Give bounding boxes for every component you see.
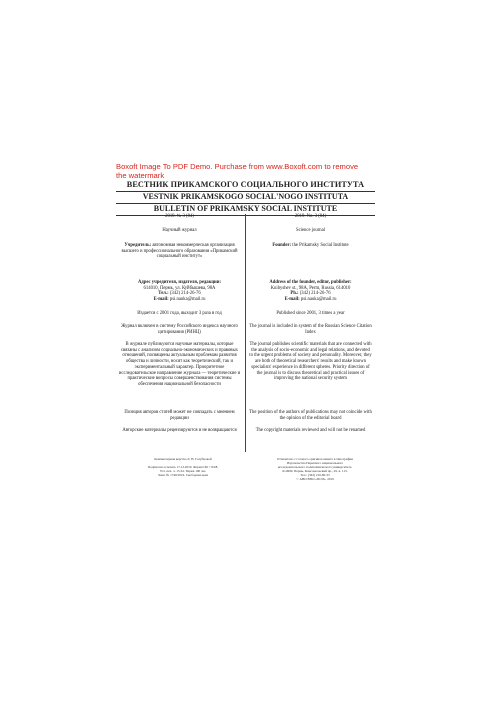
column-divider: [245, 214, 246, 452]
printing-house-phone: Тел.: (342) 219-80-33: [300, 473, 330, 478]
printing-house-address: 614990, Пермь, Комсомольский пр., 29, к. 113.: [282, 469, 348, 474]
journal-type: Science journal: [295, 228, 326, 233]
title-transliterated: VESTNIK PRIKAMSKOGO SOCIAL'NOGO INSTITUTA: [116, 192, 375, 204]
founder-label: Учредитель:: [124, 243, 152, 248]
copyright-line: © АНО ВПО «ПСИ», 2019: [296, 477, 334, 482]
email-value: psi.nauka@mail.ru: [168, 297, 206, 303]
journal-scope: В журнале публикуются научные материалы, которые связаны с анализом социально-экономических и правовых отношений, посвящены актуальным проблемам развития общества и личности, носят как теоретический, так и экспериментальный характер. Приоритетное исследовательское направление журнала — теоретические и практические вопросы совершенствования системы обеспечения национальной безопасности: [118, 342, 241, 387]
watermark-line-1: Boxoft Image To PDF Demo. Purchase from www.Boxoft.com to remove: [116, 162, 359, 171]
email-label: E-mail:: [284, 297, 300, 303]
printing-house-line-1: Отпечатано с готового оригинал-макета в типографии: [277, 457, 353, 461]
watermark-line-2: the watermark: [116, 171, 165, 180]
address-block: [118, 280, 241, 303]
phone-label: Ph.:: [290, 291, 299, 297]
printing-details-russian: [121, 457, 245, 477]
phone-value: (342) 214-26-76: [168, 291, 201, 297]
phone-label: Тел.:: [158, 291, 169, 297]
author-position-note: The position of the authors of publications may not coincide with the opinion of the editorial board: [249, 410, 372, 421]
founder-text: the Prikamsky Social Institute: [291, 243, 349, 248]
founder-text: автономная некоммерческая организация высшего и профессионального образования «Прикамский социальный институт»: [121, 243, 238, 260]
address-label: Адрес учредителя, издателя, редакции:: [137, 280, 222, 285]
publication-frequency: Издается с 2001 года, выходит 3 раза в год: [137, 311, 222, 316]
address-label: Address of the founder, editor, publisher:: [269, 280, 352, 285]
journal-type: Научный журнал: [162, 228, 197, 233]
copyright-note: The copyright materials reviewed and will not be renamed: [255, 428, 366, 433]
journal-scope: The journal publishes scientific materials that are connected with the analysis of socio-economic and legal relations, and devoted to the urgent problems of society and personality. Moreover, they are both of theoretical researchers' results and make known specialists' experience in different spheres. Priority direction of the journal is to discuss theoretical and practical issues of improving the national security system: [249, 342, 372, 382]
issue-number: 2019. No. 3 (84): [294, 214, 327, 219]
order-number: Заказ № 1740/2019. Свободная цена: [157, 473, 209, 478]
address-text: Kuibyshev st., 98A, Perm, Russia, 614010: [270, 285, 351, 291]
phone-value: (342) 214-26-76: [298, 291, 331, 297]
email-value: psi.nauka@mail.ru: [299, 297, 337, 303]
email-label: E-mail:: [153, 297, 169, 303]
citation-index: Журнал включен в систему Российского индекса научного цитирования (РИНЦ): [121, 324, 238, 335]
title-russian: ВЕСТНИК ПРИКАМСКОГО СОЦИАЛЬНОГО ИНСТИТУТА: [116, 180, 375, 192]
founder-label: Founder:: [272, 243, 292, 248]
journal-header: [116, 180, 375, 216]
watermark: [116, 162, 386, 180]
imprint-columns: [116, 214, 375, 454]
title-english: BULLETIN OF PRIKAMSKY SOCIAL INSTITUTE: [116, 204, 375, 216]
printing-house-details: [253, 457, 377, 482]
citation-index: The journal is included in system of the Russian Science Citation Index: [249, 324, 372, 335]
address-block: [249, 280, 372, 303]
founder-block: [249, 243, 372, 249]
print-date-format: Подписано в печать 17.12.2019. Формат 60 × 84/8.: [147, 465, 219, 470]
publication-frequency: Published since 2001, 3 times a year: [276, 311, 345, 316]
printing-house-line-3: исследовательского политехнического университета.: [277, 465, 353, 470]
print-run: Усл. печ. л. 15,34. Тираж 100 экз.: [159, 469, 207, 474]
printing-house-line-2: Издательства Пермского национального: [286, 461, 344, 466]
author-position-note: Позиция авторов статей может не совпадать с мнением редакции: [124, 410, 235, 421]
address-text: 614010, Пермь, ул. Куйбышева, 98А: [143, 285, 216, 291]
founder-block: [118, 243, 241, 260]
issue-number: 2019. № 3 (84): [165, 214, 194, 219]
typesetting-credit: Компьютерная верстка Л. Н. Голубцовой: [154, 457, 212, 461]
copyright-note: Авторские материалы рецензируются и не возвращаются: [122, 428, 237, 433]
